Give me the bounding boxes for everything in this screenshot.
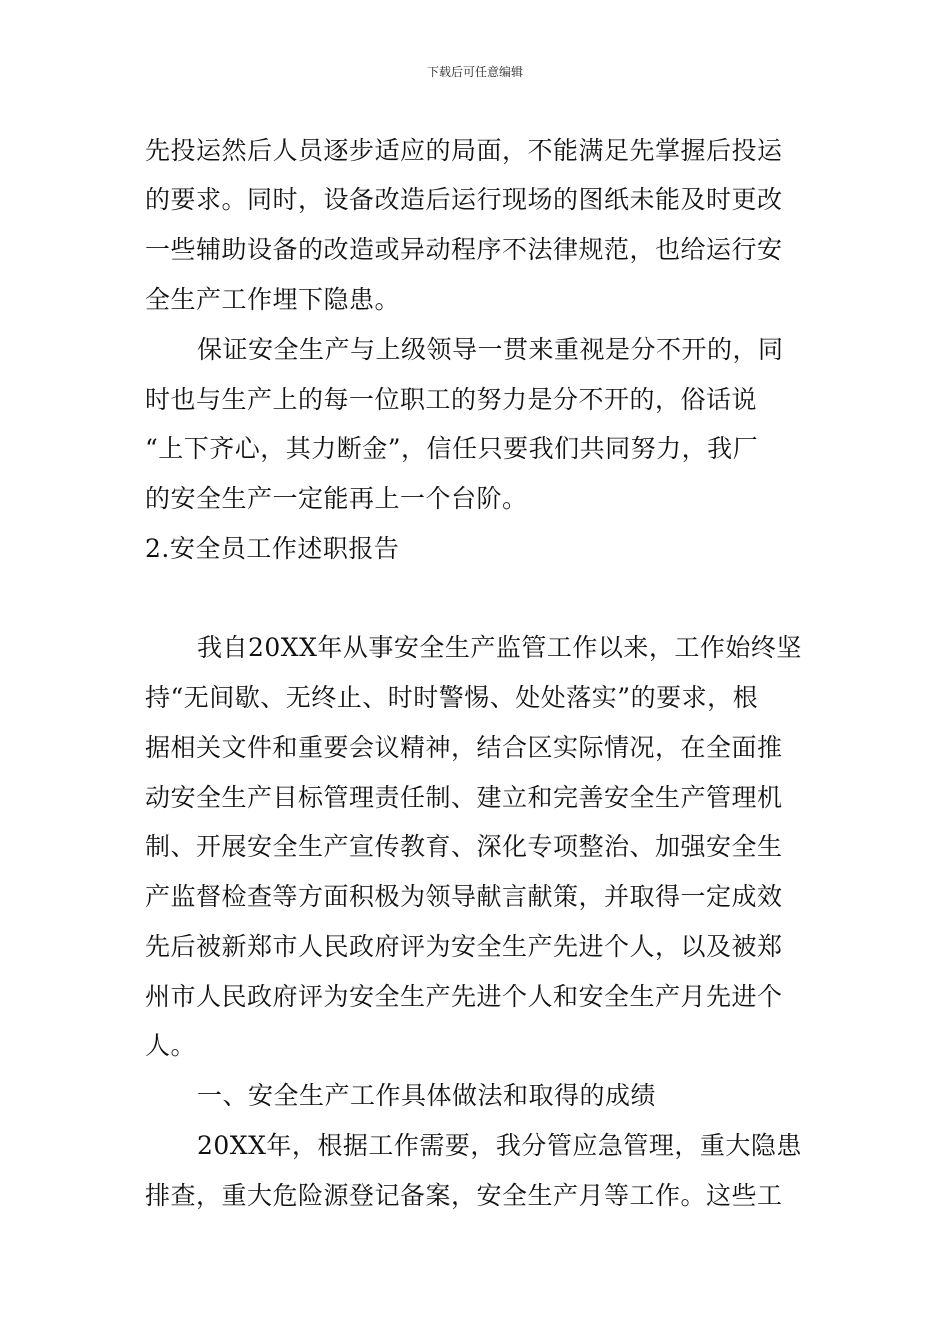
paragraph-line: 人。	[145, 1031, 197, 1060]
paragraph-line: 的要求。同时，设备改造后运行现场的图纸未能及时更改	[145, 185, 783, 214]
paragraph-line: 持“无间歇、无终止、时时警惕、处处落实”的要求，根	[145, 683, 759, 712]
paragraph-line: 一些辅助设备的改造或异动程序不法律规范，也给运行安	[145, 235, 783, 264]
section-heading: 2.安全员工作述职报告	[145, 534, 400, 563]
paragraph-line: 州市人民政府评为安全生产先进个人和安全生产月先进个	[145, 982, 783, 1011]
subsection-heading: 一、安全生产工作具体做法和取得的成绩	[197, 1081, 657, 1110]
paragraph-line: 动安全生产目标管理责任制、建立和完善安全生产管理机	[145, 783, 783, 812]
paragraph-line: 据相关文件和重要会议精神，结合区实际情况，在全面推	[145, 733, 783, 762]
paragraph-line: 全生产工作埋下隐患。	[145, 285, 401, 314]
paragraph-line: 产监督检查等方面积极为领导献言献策，并取得一定成效	[145, 882, 783, 911]
paragraph-line: “上下齐心，其力断金”，信任只要我们共同努力，我厂	[145, 434, 759, 463]
paragraph-line: 排查，重大危险源登记备案，安全生产月等工作。这些工	[145, 1181, 783, 1210]
page-header: 下载后可任意编辑	[426, 65, 523, 79]
paragraph-line: 先后被新郑市人民政府评为安全生产先进个人，以及被郑	[145, 932, 783, 961]
paragraph-line: 的安全生产一定能再上一个台阶。	[145, 484, 528, 513]
paragraph-line: 时也与生产上的每一位职工的努力是分不开的，俗话说	[145, 385, 758, 414]
paragraph-line: 我自20XX年从事安全生产监管工作以来，工作始终坚	[197, 633, 802, 662]
paragraph-line: 20XX年，根据工作需要，我分管应急管理，重大隐患	[197, 1131, 802, 1160]
paragraph-line: 制、开展安全生产宣传教育、深化专项整治、加强安全生	[145, 832, 783, 861]
paragraph-line: 先投运然后人员逐步适应的局面，不能满足先掌握后投运	[145, 136, 783, 165]
paragraph-line: 保证安全生产与上级领导一贯来重视是分不开的，同	[197, 335, 784, 364]
